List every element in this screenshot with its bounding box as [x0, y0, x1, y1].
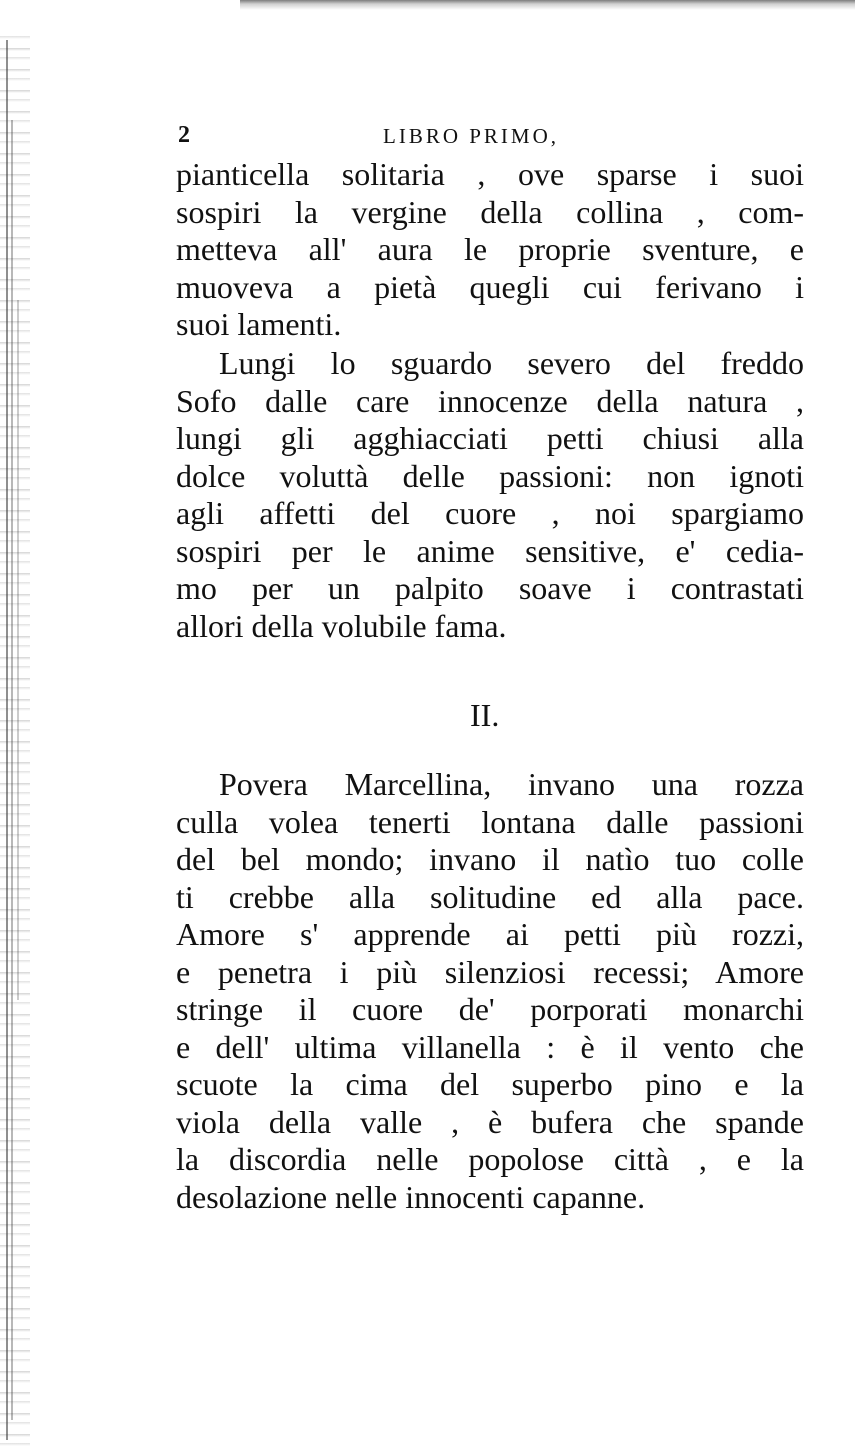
text-line: sospiri la vergine della collina , com- — [176, 193, 804, 230]
text-line: e penetra i più silenziosi recessi; Amore — [176, 953, 804, 990]
text-line: viola della valle , è bufera che spande — [176, 1103, 804, 1140]
text-line: Lungi lo sguardo severo del freddo — [219, 345, 804, 381]
text-line: ti crebbe alla solitudine ed alla pace. — [176, 878, 804, 915]
running-head — [178, 122, 798, 156]
text-line: desolazione nelle innocenti capanne. — [176, 1178, 646, 1215]
text-line: lungi gli agghiacciati petti chiusi alla — [176, 420, 804, 456]
section-number: II. — [470, 697, 500, 733]
text-line: Amore s' apprende ai petti più rozzi, — [176, 916, 804, 952]
text-line: metteva all' aura le proprie sventure, e — [176, 231, 804, 267]
text-line: mo per un palpito soave i contrastati — [176, 570, 804, 606]
page-top-edge — [240, 0, 855, 10]
text-line: stringe il cuore de' porporati monarchi — [176, 991, 804, 1027]
text-line: e dell' ultima villanella : è il vento che — [176, 1028, 804, 1065]
text-line: agli affetti del cuore , noi spargiamo — [176, 495, 804, 531]
binding-shadow-line — [11, 120, 13, 1420]
text-line: allori della volubile fama. — [176, 607, 507, 644]
text-line: Sofo dalle care innocenze della natura , — [176, 382, 804, 419]
text-line: la discordia nelle popolose città , e la — [176, 1141, 804, 1177]
text-line: muoveva a pietà quegli cui ferivano i — [176, 268, 804, 305]
text-line: sospiri per le anime sensitive, e' cedia- — [176, 532, 804, 569]
text-line: del bel mondo; invano il natìo tuo colle — [176, 841, 804, 877]
section-paragraph — [176, 766, 804, 1216]
running-title: LIBRO PRIMO, — [383, 124, 560, 148]
page-number: 2 — [178, 122, 190, 148]
text-line: dolce voluttà delle passioni: non ignoti — [176, 457, 804, 494]
text-line: culla volea tenerti lontana dalle passioni — [176, 803, 804, 840]
text-line: suoi lamenti. — [176, 306, 342, 342]
binding-shadow-line — [6, 40, 8, 1440]
text-line: Povera Marcellina, invano una rozza — [219, 766, 804, 802]
paragraph — [176, 345, 804, 645]
binding-shadow-line — [17, 300, 19, 1000]
paragraph-continuation — [176, 156, 804, 344]
text-line: pianticella solitaria , ove sparse i suoi — [176, 156, 804, 192]
text-line: scuote la cima del superbo pino e la — [176, 1066, 804, 1102]
page-binding-edge — [0, 30, 30, 1446]
